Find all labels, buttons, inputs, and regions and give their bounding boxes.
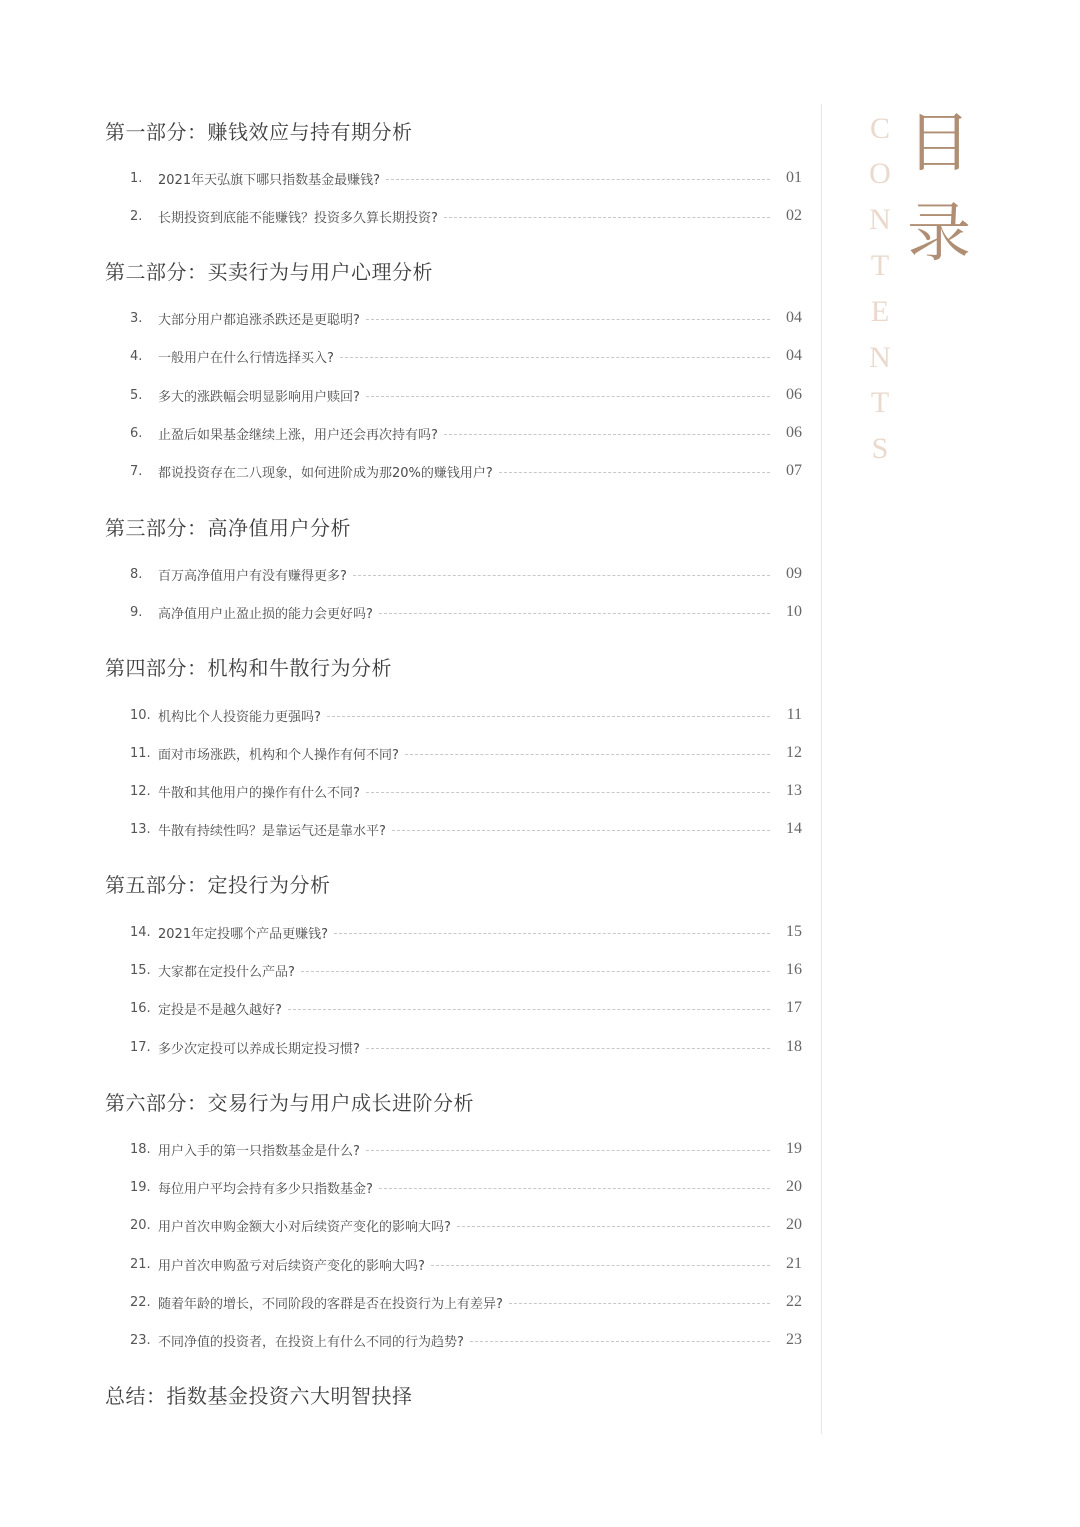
- entry-title: 用户首次申购盈亏对后续资产变化的影响大吗?: [158, 1258, 425, 1274]
- entry-page-number: 13: [786, 782, 802, 799]
- entry-page-number: 07: [786, 462, 802, 479]
- toc-entry[interactable]: [130, 205, 802, 227]
- entry-title: 不同净值的投资者，在投资上有什么不同的行为趋势?: [158, 1334, 464, 1350]
- toc-entry[interactable]: [130, 422, 802, 444]
- entry-title: 面对市场涨跌，机构和个人操作有何不同?: [158, 747, 399, 763]
- entry-number: 4.: [130, 348, 143, 364]
- entry-number: 18.: [130, 1141, 151, 1157]
- entry-number: 20.: [130, 1217, 151, 1233]
- entry-page-number: 21: [786, 1255, 802, 1272]
- toc-entry[interactable]: [130, 307, 802, 329]
- toc-entry[interactable]: [130, 921, 802, 943]
- entry-number: 3.: [130, 310, 143, 326]
- toc-entry[interactable]: [130, 1138, 802, 1160]
- dotted-leader: [353, 575, 770, 576]
- toc-entry[interactable]: [130, 1214, 802, 1236]
- entry-number: 10.: [130, 707, 151, 723]
- dotted-leader: [327, 716, 770, 717]
- entry-page-number: 20: [786, 1216, 802, 1233]
- entry-page-number: 04: [786, 309, 802, 326]
- entry-number: 16.: [130, 1000, 151, 1016]
- entry-page-number: 12: [786, 744, 802, 761]
- toc-entry[interactable]: [130, 167, 802, 189]
- dotted-leader: [366, 1150, 770, 1151]
- toc-entry[interactable]: [130, 345, 802, 367]
- dotted-leader: [444, 434, 770, 435]
- entry-page-number: 23: [786, 1331, 802, 1348]
- entry-page-number: 17: [786, 999, 802, 1016]
- dotted-leader: [366, 1048, 770, 1049]
- dotted-leader: [334, 933, 770, 934]
- toc-entry[interactable]: [130, 818, 802, 840]
- section-title: 第一部分：赚钱效应与持有期分析: [105, 120, 413, 144]
- entry-number: 14.: [130, 924, 151, 940]
- summary-title: 总结：指数基金投资六大明智抉择: [105, 1384, 413, 1408]
- contents-heading-char: 录: [907, 197, 971, 271]
- entry-page-number: 02: [786, 207, 802, 224]
- entry-number: 21.: [130, 1256, 151, 1272]
- section-title: 第六部分：交易行为与用户成长进阶分析: [105, 1091, 474, 1115]
- dotted-leader: [366, 396, 770, 397]
- entry-title: 定投是不是越久越好?: [158, 1002, 282, 1018]
- entry-title: 大部分用户都追涨杀跌还是更聪明?: [158, 312, 360, 328]
- entry-title: 百万高净值用户有没有赚得更多?: [158, 568, 347, 584]
- contents-letter: T: [870, 249, 890, 282]
- section-title: 第三部分：高净值用户分析: [105, 516, 351, 540]
- dotted-leader: [392, 830, 770, 831]
- entry-page-number: 06: [786, 386, 802, 403]
- entry-number: 22.: [130, 1294, 151, 1310]
- contents-letter: O: [869, 157, 891, 190]
- entry-number: 11.: [130, 745, 151, 761]
- entry-page-number: 22: [786, 1293, 802, 1310]
- entry-number: 2.: [130, 208, 143, 224]
- contents-letter: T: [870, 386, 890, 419]
- entry-number: 17.: [130, 1039, 151, 1055]
- entry-title: 多少次定投可以养成长期定投习惯?: [158, 1041, 360, 1057]
- dotted-leader: [288, 1009, 770, 1010]
- section-title: 第四部分：机构和牛散行为分析: [105, 656, 392, 680]
- dotted-leader: [379, 613, 770, 614]
- entry-number: 23.: [130, 1332, 151, 1348]
- dotted-leader: [379, 1188, 770, 1189]
- entry-page-number: 04: [786, 347, 802, 364]
- toc-entry[interactable]: [130, 384, 802, 406]
- dotted-leader: [340, 357, 770, 358]
- entry-title: 大家都在定投什么产品?: [158, 964, 295, 980]
- entry-title: 都说投资存在二八现象，如何进阶成为那20%的赚钱用户?: [158, 465, 493, 481]
- entry-number: 13.: [130, 821, 151, 837]
- entry-page-number: 11: [786, 706, 802, 723]
- entry-title: 2021年定投哪个产品更赚钱?: [158, 926, 328, 942]
- section-title: 第二部分：买卖行为与用户心理分析: [105, 260, 433, 284]
- toc-entry[interactable]: [130, 997, 802, 1019]
- dotted-leader: [470, 1341, 770, 1342]
- toc-entry[interactable]: [130, 1176, 802, 1198]
- entry-page-number: 15: [786, 923, 802, 940]
- toc-entry[interactable]: [130, 704, 802, 726]
- entry-page-number: 09: [786, 565, 802, 582]
- entry-title: 牛散有持续性吗？是靠运气还是靠水平?: [158, 823, 386, 839]
- dotted-leader: [366, 319, 770, 320]
- entry-page-number: 06: [786, 424, 802, 441]
- toc-entry[interactable]: [130, 601, 802, 623]
- toc-entry[interactable]: [130, 1291, 802, 1313]
- entry-title: 止盈后如果基金继续上涨，用户还会再次持有吗?: [158, 427, 438, 443]
- entry-number: 1.: [130, 170, 143, 186]
- dotted-leader: [405, 754, 770, 755]
- contents-letter: E: [870, 295, 890, 328]
- entry-title: 每位用户平均会持有多少只指数基金?: [158, 1181, 373, 1197]
- dotted-leader: [509, 1303, 770, 1304]
- entry-page-number: 20: [786, 1178, 802, 1195]
- entry-page-number: 16: [786, 961, 802, 978]
- entry-title: 机构比个人投资能力更强吗?: [158, 709, 321, 725]
- entry-number: 7.: [130, 463, 143, 479]
- entry-number: 9.: [130, 604, 143, 620]
- entry-number: 19.: [130, 1179, 151, 1195]
- entry-number: 6.: [130, 425, 143, 441]
- contents-letter: S: [871, 432, 889, 465]
- entry-title: 用户入手的第一只指数基金是什么?: [158, 1143, 360, 1159]
- entry-page-number: 10: [786, 603, 802, 620]
- dotted-leader: [499, 472, 770, 473]
- entry-page-number: 01: [786, 169, 802, 186]
- dotted-leader: [444, 217, 770, 218]
- entry-number: 8.: [130, 566, 143, 582]
- toc-entry[interactable]: [130, 1036, 802, 1058]
- contents-letter: N: [869, 203, 891, 236]
- toc-entry[interactable]: [130, 563, 802, 585]
- dotted-leader: [457, 1226, 770, 1227]
- entry-number: 12.: [130, 783, 151, 799]
- entry-number: 5.: [130, 387, 143, 403]
- entry-title: 用户首次申购金额大小对后续资产变化的影响大吗?: [158, 1219, 451, 1235]
- toc-entry[interactable]: [130, 959, 802, 981]
- entry-title: 高净值用户止盈止损的能力会更好吗?: [158, 606, 373, 622]
- vertical-divider: [821, 104, 822, 1434]
- entry-title: 牛散和其他用户的操作有什么不同?: [158, 785, 360, 801]
- contents-heading-char: 目: [907, 107, 971, 181]
- entry-page-number: 14: [786, 820, 802, 837]
- entry-page-number: 19: [786, 1140, 802, 1157]
- entry-number: 15.: [130, 962, 151, 978]
- entry-page-number: 18: [786, 1038, 802, 1055]
- entry-title: 2021年天弘旗下哪只指数基金最赚钱?: [158, 172, 380, 188]
- toc-entry[interactable]: [130, 780, 802, 802]
- entry-title: 多大的涨跌幅会明显影响用户赎回?: [158, 389, 360, 405]
- entry-title: 随着年龄的增长，不同阶段的客群是否在投资行为上有差异?: [158, 1296, 503, 1312]
- contents-letter: N: [869, 341, 891, 374]
- toc-entry[interactable]: [130, 1329, 802, 1351]
- dotted-leader: [386, 179, 770, 180]
- dotted-leader: [366, 792, 770, 793]
- section-title: 第五部分：定投行为分析: [105, 873, 331, 897]
- dotted-leader: [431, 1265, 770, 1266]
- contents-letter: C: [869, 112, 890, 145]
- entry-title: 一般用户在什么行情选择买入?: [158, 350, 334, 366]
- entry-title: 长期投资到底能不能赚钱？投资多久算长期投资?: [158, 210, 438, 226]
- toc-entry[interactable]: [130, 460, 802, 482]
- toc-entry[interactable]: [130, 742, 802, 764]
- toc-entry[interactable]: [130, 1253, 802, 1275]
- dotted-leader: [301, 971, 770, 972]
